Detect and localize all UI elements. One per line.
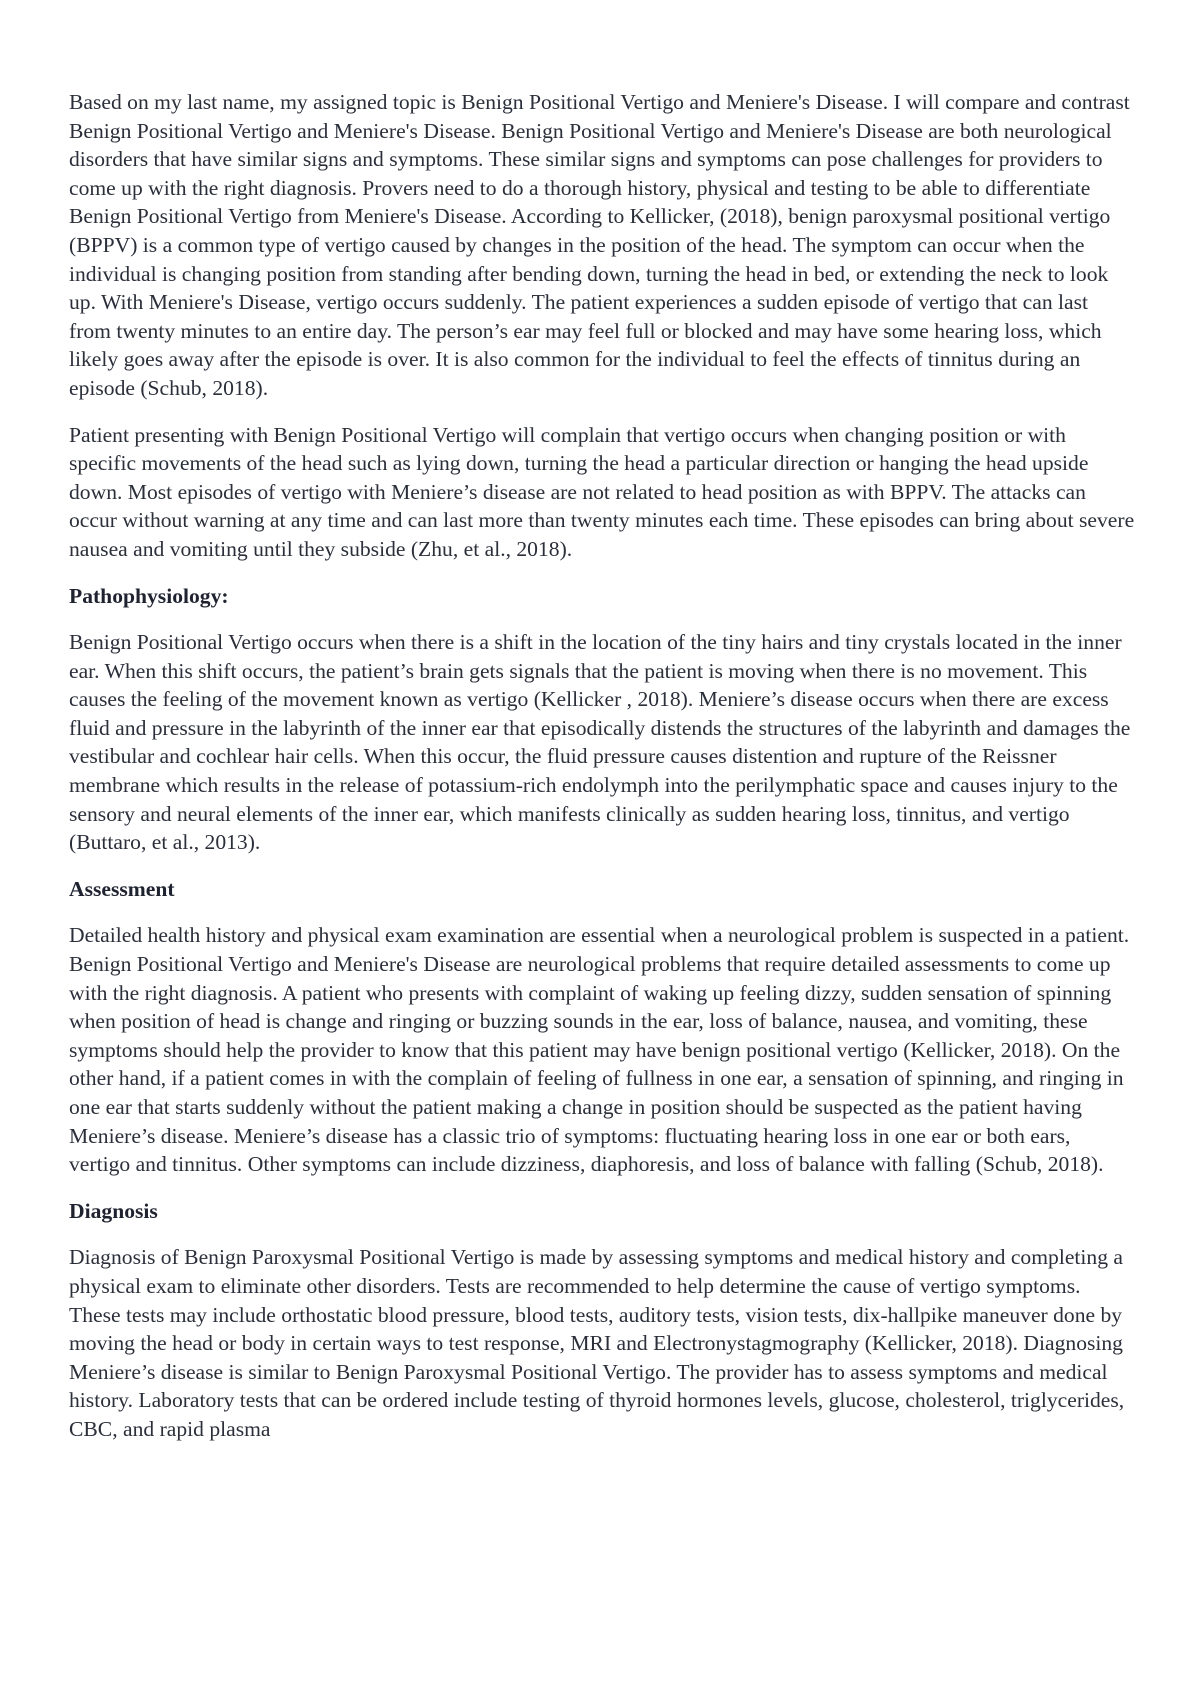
paragraph-intro: Based on my last name, my assigned topic is Benign Positional Vertigo and Meniere's Disease. I will compare and contrast Benign Positional Vertigo and Meniere's Disease. Benign Positional Vertigo and Meniere's Disease are both neurological disorders that have similar signs and symptoms. These similar signs and symptoms can pose challenges for providers to come up with the right diagnosis. Provers need to do a thorough history, physical and testing to be able to differentiate Benign Positional Vertigo from Meniere's Disease. According to Kellicker, (2018), benign paroxysmal positional vertigo (BPPV) is a common type of vertigo caused by changes in the position of the head. The symptom can occur when the individual is changing position from standing after bending down, turning the head in bed, or extending the neck to look up. With Meniere's Disease, vertigo occurs suddenly. The patient experiences a sudden episode of vertigo that can last from twenty minutes to an entire day. The person’s ear may feel full or blocked and may have some hearing loss, which likely goes away after the episode is over. It is also common for the individual to feel the effects of tinnitus during an episode (Schub, 2018). <box>69 90 1130 400</box>
heading-assessment: Assessment <box>69 876 175 901</box>
heading-pathophysiology: Pathophysiology: <box>69 583 229 608</box>
heading-diagnosis: Diagnosis <box>69 1198 158 1223</box>
document-body <box>69 88 1135 1444</box>
paragraph-assessment: Detailed health history and physical exam examination are essential when a neurological problem is suspected in a patient. Benign Positional Vertigo and Meniere's Disease are neurological problems that require detailed assessments to come up with the right diagnosis. A patient who presents with complaint of waking up feeling dizzy, sudden sensation of spinning when position of head is change and ringing or buzzing sounds in the ear, loss of balance, nausea, and vomiting, these symptoms should help the provider to know that this patient may have benign positional vertigo (Kellicker, 2018). On the other hand, if a patient comes in with the complain of feeling of fullness in one ear, a sensation of spinning, and ringing in one ear that starts suddenly without the patient making a change in position should be suspected as the patient having Meniere’s disease. Meniere’s disease has a classic trio of symptoms: fluctuating hearing loss in one ear or both ears, vertigo and tinnitus. Other symptoms can include dizziness, diaphoresis, and loss of balance with falling (Schub, 2018). <box>69 923 1130 1177</box>
paragraph-diagnosis: Diagnosis of Benign Paroxysmal Positional Vertigo is made by assessing symptoms and medical history and completing a physical exam to eliminate other disorders. Tests are recommended to help determine the cause of vertigo symptoms. These tests may include orthostatic blood pressure, blood tests, auditory tests, vision tests, dix-hallpike maneuver done by moving the head or body in certain ways to test response, MRI and Electronystagmography (Kellicker, 2018). Diagnosing Meniere’s disease is similar to Benign Paroxysmal Positional Vertigo. The provider has to assess symptoms and medical history. Laboratory tests that can be ordered include testing of thyroid hormones levels, glucose, cholesterol, triglycerides, CBC, and rapid plasma <box>69 1245 1125 1441</box>
paragraph-symptoms: Patient presenting with Benign Positional Vertigo will complain that vertigo occurs when changing position or with specific movements of the head such as lying down, turning the head a particular direction or hanging the head upside down. Most episodes of vertigo with Meniere’s disease are not related to head position as with BPPV. The attacks can occur without warning at any time and can last more than twenty minutes each time. These episodes can bring about severe nausea and vomiting until they subside (Zhu, et al., 2018). <box>69 422 1135 561</box>
paragraph-pathophysiology: Benign Positional Vertigo occurs when there is a shift in the location of the tiny hairs and tiny crystals located in the inner ear. When this shift occurs, the patient’s brain gets signals that the patient is moving when there is no movement. This causes the feeling of the movement known as vertigo (Kellicker , 2018). Meniere’s disease occurs when there are excess fluid and pressure in the labyrinth of the inner ear that episodically distends the structures of the labyrinth and damages the vestibular and cochlear hair cells. When this occur, the fluid pressure causes distention and rupture of the Reissner membrane which results in the release of potassium-rich endolymph into the perilymphatic space and causes injury to the sensory and neural elements of the inner ear, which manifests clinically as sudden hearing loss, tinnitus, and vertigo (Buttaro, et al., 2013). <box>69 630 1131 855</box>
